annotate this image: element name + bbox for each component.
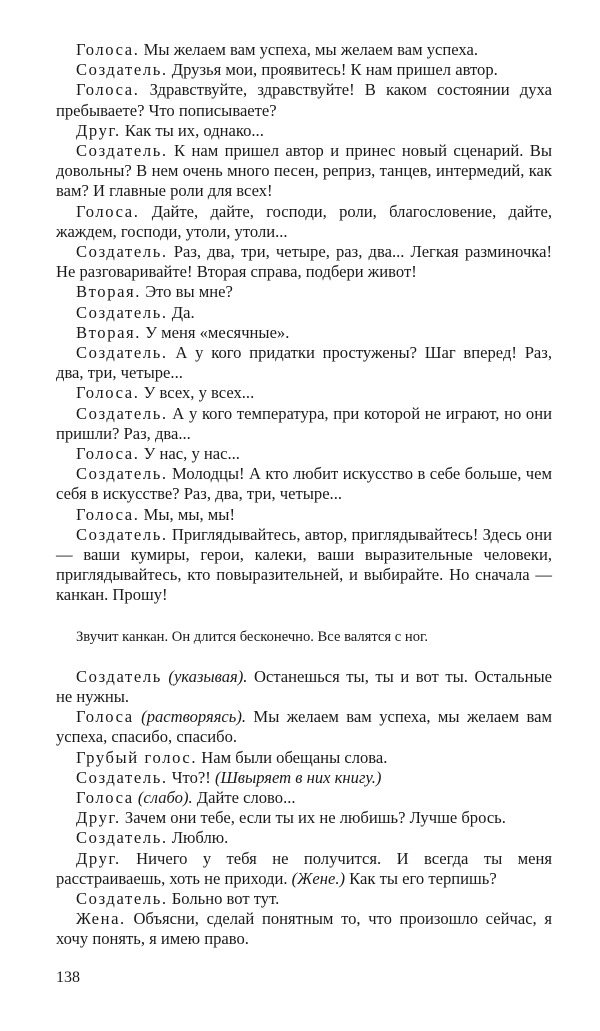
speaker: Голоса. <box>76 383 140 403</box>
dialogue-line <box>56 40 552 60</box>
line-text: Молодцы! А кто любит искусство в себе больше, чем себя в искусстве? Раз, два, три, четыре... <box>56 464 552 504</box>
line-text: Мы желаем вам успеха, мы желаем вам успеха. <box>139 40 479 59</box>
dialogue-line <box>56 707 552 747</box>
dialogue-line <box>56 121 552 141</box>
line-text: У нас, у нас... <box>139 444 240 464</box>
line-text: Останешься ты, ты и вот ты. Остальные не нужны. <box>56 666 552 706</box>
speaker: Голоса. <box>76 80 140 100</box>
speaker: Создатель. <box>76 828 168 848</box>
stage-direction: Звучит канкан. Он длится бесконечно. Все валятся с ног. <box>76 628 428 645</box>
speaker: Создатель <box>76 666 162 686</box>
dialogue-line <box>56 282 552 302</box>
line-text: Мы желаем вам успеха, мы желаем вам успеха, спасибо, спасибо. <box>56 707 552 747</box>
dialogue-line <box>56 60 552 80</box>
speaker: Голоса. <box>76 201 140 221</box>
line-text: Приглядывайтесь, автор, приглядывайтесь! Здесь они — ваши кумиры, герои, калеки, ваши выразительные человеки, приглядывайтесь, кто повыразительней, и выбирайте. Но сначала — канкан. Прошу! <box>56 524 552 605</box>
line-text: Раз, два, три, четыре, раз, два... Легкая разминочка! Не разговаривайте! Вторая справа, подбери живот! <box>56 242 552 282</box>
line-text: Нам были обещаны слова. <box>197 747 388 767</box>
remark: (Швыряет в них книгу.) <box>214 767 382 787</box>
speaker: Создатель. <box>76 343 168 363</box>
remark: (Жене.) <box>291 868 346 888</box>
speaker: Грубый голос. <box>76 747 198 767</box>
line-text: Как ты их, однако... <box>120 120 264 140</box>
line-text: Как ты его терпишь? <box>345 868 497 888</box>
speaker: Создатель. <box>76 524 168 544</box>
speaker: Голоса. <box>76 504 140 524</box>
dialogue-line <box>56 849 552 889</box>
line-text: Зачем они тебе, если ты их не любишь? Лучше брось. <box>120 808 506 828</box>
dialogue-line <box>56 383 552 403</box>
dialogue-line <box>56 242 552 282</box>
dialogue-line <box>56 667 552 707</box>
line-text: У всех, у всех... <box>139 383 255 403</box>
dialogue-line <box>56 788 552 808</box>
speaker: Создатель. <box>76 464 168 484</box>
dialogue-line <box>56 141 552 202</box>
speaker: Вторая. <box>76 322 142 342</box>
line-text: А у кого придатки простужены? Шаг вперед! Раз, два, три, четыре... <box>56 343 552 383</box>
speaker: Создатель. <box>76 403 168 423</box>
speaker: Друг. <box>76 848 121 868</box>
line-text: Дайте, дайте, господи, роли, благословение, дайте, жаждем, господи, утоли, утоли... <box>56 201 552 241</box>
dialogue-line <box>56 202 552 242</box>
speaker: Вторая. <box>76 282 142 302</box>
dialogue-line <box>56 343 552 383</box>
speaker: Создатель. <box>76 141 168 161</box>
line-text: Больно вот тут. <box>167 888 280 908</box>
line-text: Ничего у тебя не получится. И всегда ты меня расстраиваешь, хоть не приходи. <box>56 848 552 888</box>
dialogue-line <box>56 909 552 949</box>
line-text: Да. <box>167 302 195 322</box>
line-text: Люблю. <box>167 828 229 848</box>
dialogue-line <box>56 748 552 768</box>
page-number: 138 <box>56 969 80 986</box>
remark: (слабо). <box>133 787 193 807</box>
remark: (растворяясь). <box>133 707 247 727</box>
line-text: Объясни, сделай понятным то, что произошло сейчас, я хочу понять, я имею право. <box>56 909 552 949</box>
speaker: Создатель. <box>76 767 168 787</box>
dialogue-line <box>56 889 552 909</box>
play-text <box>56 40 552 950</box>
dialogue-line <box>56 808 552 828</box>
remark: (указывая). <box>161 666 248 686</box>
dialogue-line <box>56 464 552 504</box>
speaker: Голоса. <box>76 40 140 59</box>
line-text: Друзья мои, проявитесь! К нам пришел автор. <box>167 60 498 80</box>
speaker: Голоса <box>76 787 134 807</box>
speaker: Жена. <box>76 909 126 929</box>
line-text: А у кого температура, при которой не играют, но они пришли? Раз, два... <box>56 403 552 443</box>
speaker: Друг. <box>76 120 121 140</box>
dialogue-line <box>56 505 552 525</box>
line-text: Здравствуйте, здравствуйте! В каком состоянии духа пребываете? Что пописываете? <box>56 80 552 120</box>
dialogue-line <box>56 768 552 788</box>
speaker: Создатель. <box>76 60 168 80</box>
speaker: Создатель. <box>76 242 168 262</box>
line-text: Что?! <box>167 767 215 787</box>
speaker: Голоса. <box>76 444 140 464</box>
line-text: К нам пришел автор и принес новый сценарий. Вы довольны? В нем очень много песен, реприз, танцев, интермедий, как вам? И главные роли для всех! <box>56 141 552 201</box>
line-text: Это вы мне? <box>141 282 233 302</box>
line-text: Мы, мы, мы! <box>139 504 235 524</box>
speaker: Друг. <box>76 808 121 828</box>
dialogue-line <box>56 404 552 444</box>
speaker: Создатель. <box>76 888 168 908</box>
dialogue-line <box>56 444 552 464</box>
speaker: Создатель. <box>76 302 168 322</box>
dialogue-line <box>56 80 552 120</box>
dialogue-line <box>56 828 552 848</box>
dialogue-line <box>56 323 552 343</box>
dialogue-line <box>56 525 552 606</box>
line-text: У меня «месячные». <box>141 322 290 342</box>
speaker: Голоса <box>76 707 134 727</box>
line-text: Дайте слово... <box>192 787 296 807</box>
dialogue-line <box>56 303 552 323</box>
